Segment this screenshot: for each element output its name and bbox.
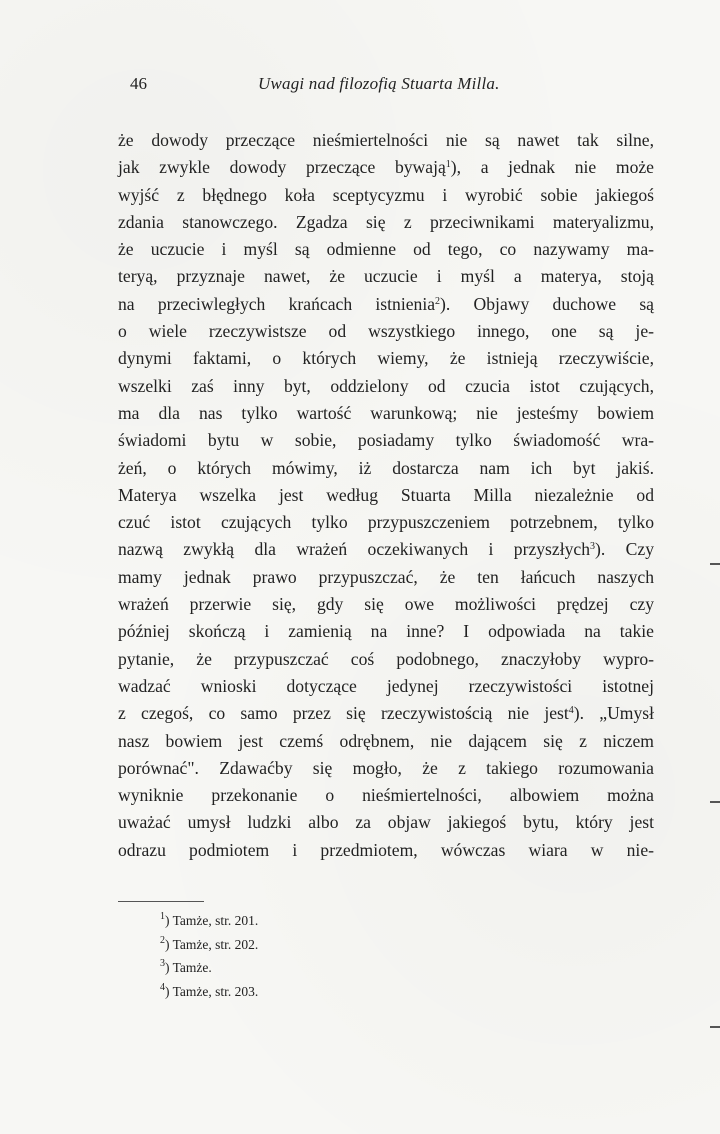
footnote-item: $^4$) Tamże, str. 203.	[160, 982, 259, 1000]
main-text	[118, 127, 654, 864]
text-line: ma dla nas tylko wartość warunkową; nie jesteśmy bowiem	[118, 402, 654, 423]
footnote-reference: 3	[590, 541, 596, 553]
text-line: o wiele rzeczywistsze od wszystkiego innego, one są je-	[118, 321, 654, 342]
text-line: porównać". Zdawaćby się mogło, że z takiego rozumowania	[118, 757, 654, 778]
text-line: zdania stanowczego. Zgadza się z przeciwnikami materyalizmu,	[118, 211, 654, 232]
text-line: wadzać wnioski dotyczące jedynej rzeczywistości istotnej	[118, 675, 654, 696]
text-line: wszelki zaś inny byt, oddzielony od czucia istot czujących,	[118, 375, 654, 396]
footnote-reference: 1	[445, 159, 451, 171]
footnote-reference: 2	[435, 295, 441, 307]
text-line: później skończą i zamienią na inne? I odpowiada na takie	[118, 621, 654, 642]
footnote-separator	[118, 901, 204, 902]
text-line: świadomi bytu w sobie, posiadamy tylko świadomość wra-	[118, 430, 654, 451]
text-line: na przeciwległych krańcach istnienia$^2$). Objawy duchowe są	[118, 293, 654, 314]
page-number: 46	[130, 74, 147, 93]
text-line: z czegoś, co samo przez się rzeczywistością nie jest$^4$). „Umysł	[118, 703, 654, 724]
text-line: nasz bowiem jest czemś odrębnem, nie dającem się z niczem	[118, 730, 654, 751]
text-line: Materya wszelka jest według Stuarta Milla niezależnie od	[118, 484, 654, 505]
text-line: pytanie, że przypuszczać coś podobnego, znaczyłoby wypro-	[118, 648, 654, 669]
margin-mark	[710, 1026, 720, 1028]
text-line: czuć istot czujących tylko przypuszczeniem potrzebnem, tylko	[118, 512, 654, 533]
text-line: żeń, o których mówimy, iż dostarcza nam ich byt jakiś.	[118, 457, 654, 478]
text-line: wyniknie przekonanie o nieśmiertelności, albowiem można	[118, 785, 654, 806]
footnote-item: $^1$) Tamże, str. 201.	[160, 911, 259, 928]
text-line: że uczucie i myśl są odmienne od tego, co nazywamy ma-	[118, 239, 654, 260]
margin-mark	[710, 563, 720, 565]
text-line: mamy jednak prawo przypuszczać, że ten łańcuch naszych	[118, 566, 654, 587]
text-line: uważać umysł ludzki albo za objaw jakiegoś bytu, który jest	[118, 812, 654, 833]
footnote-item: $^3$) Tamże.	[160, 958, 212, 976]
footnote-item: $^2$) Tamże, str. 202.	[160, 934, 259, 952]
text-line: dynymi faktami, o których wiemy, że istnieją rzeczywiście,	[118, 348, 654, 369]
running-title: Uwagi nad filozofią Stuarta Milla.	[258, 74, 500, 93]
text-line: teryą, przyznaje nawet, że uczucie i myśl a materya, stoją	[118, 266, 654, 287]
page-header	[118, 74, 598, 98]
text-line: nazwą zwykłą dla wrażeń oczekiwanych i przyszłych$^3$). Czy	[118, 539, 654, 560]
text-line: wrażeń przerwie się, gdy się owe możliwości prędzej czy	[118, 594, 654, 615]
text-line: wyjść z błędnego koła sceptycyzmu i wyrobić sobie jakiegoś	[118, 184, 654, 205]
text-line: że dowody przeczące nieśmiertelności nie są nawet tak silne,	[118, 130, 654, 150]
footnote-reference: 4	[568, 705, 574, 717]
footnotes	[160, 909, 380, 1004]
margin-mark	[710, 801, 720, 803]
text-line: jak zwykle dowody przeczące bywają$^1$), a jednak nie może	[118, 157, 654, 178]
text-line: odrazu podmiotem i przedmiotem, wówczas wiara w nie-	[118, 839, 654, 860]
